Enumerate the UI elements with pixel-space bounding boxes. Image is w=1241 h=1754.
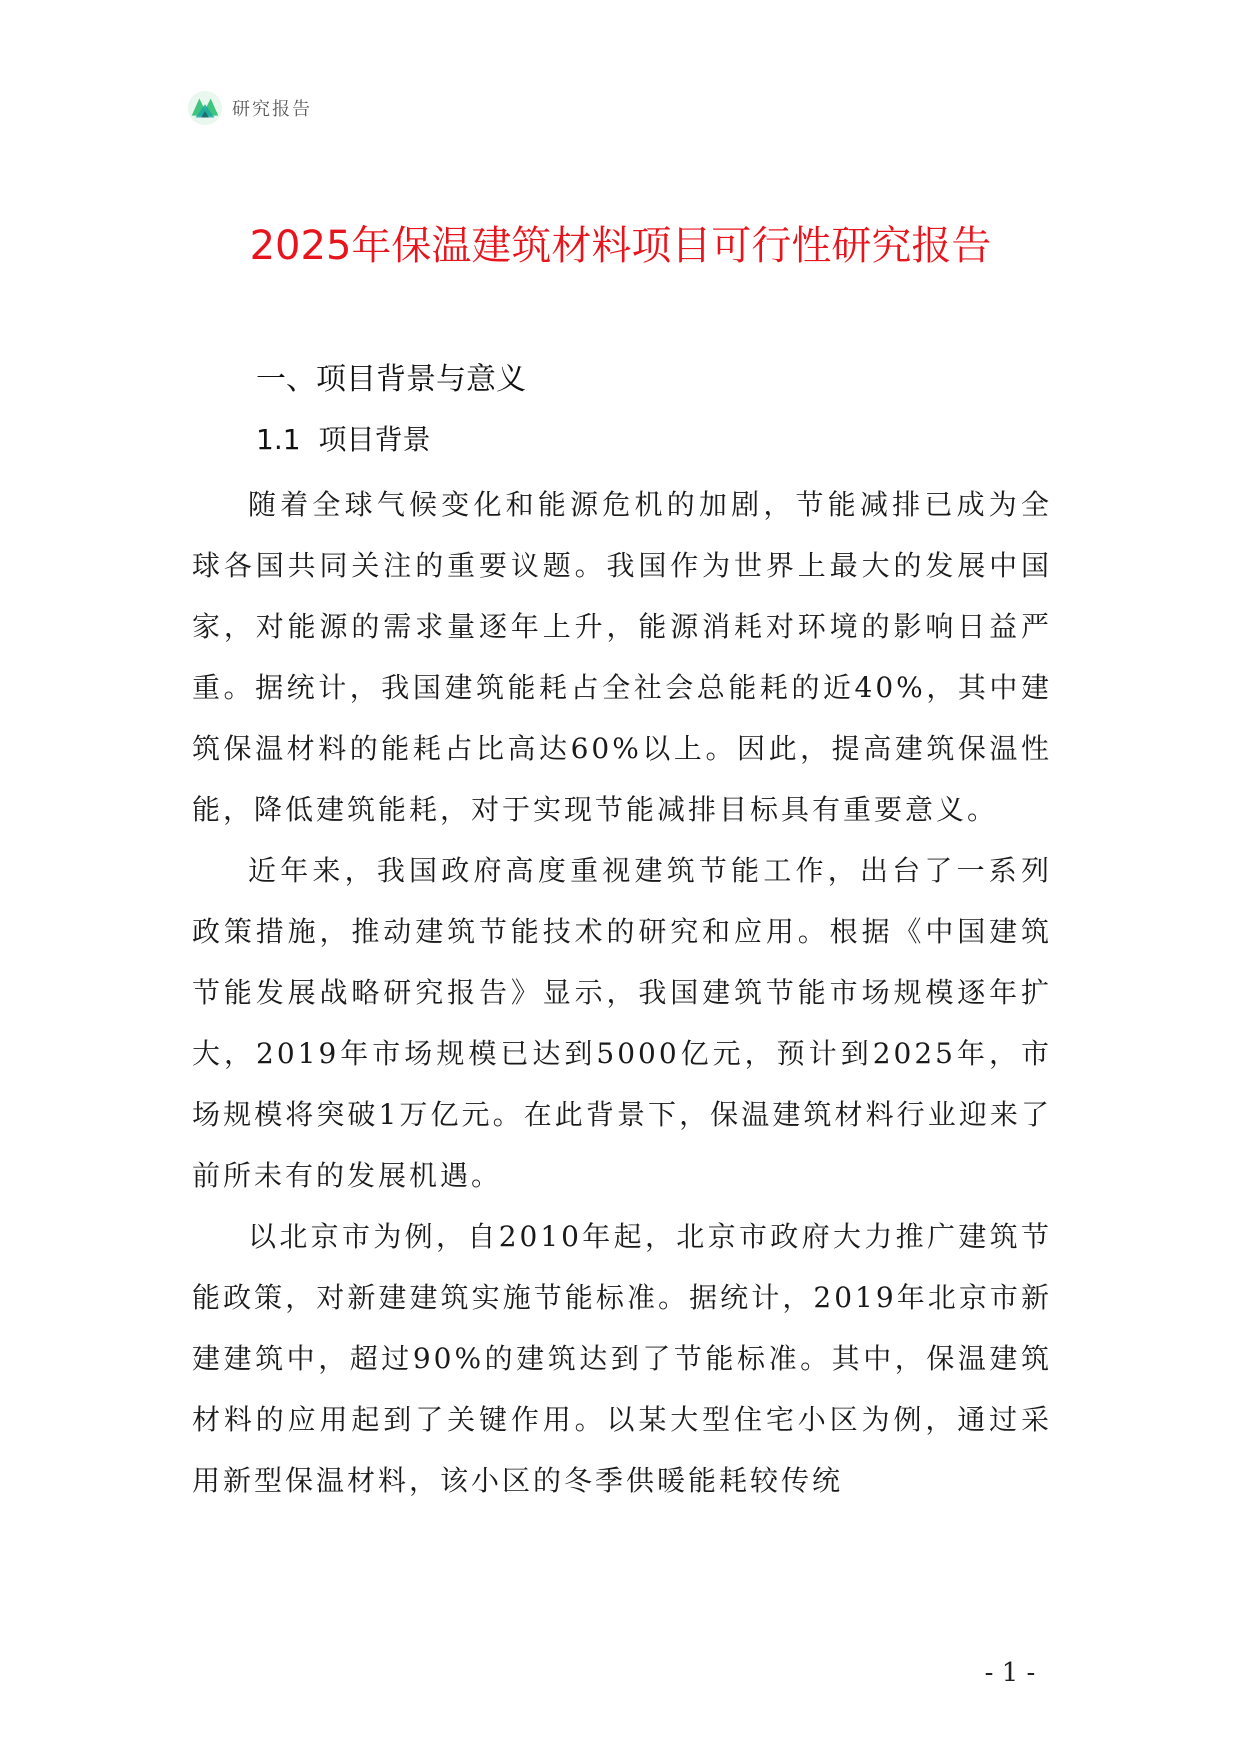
logo-icon	[186, 89, 224, 127]
paragraph: 近年来，我国政府高度重视建筑节能工作，出台了一系列政策措施，推动建筑节能技术的研究和应用。根据《中国建筑节能发展战略研究报告》显示，我国建筑节能市场规模逐年扩大，2019年市场规模已达到5000亿元，预计到2025年，市场规模将突破1万亿元。在此背景下，保温建筑材料行业迎来了前所未有的发展机遇。	[192, 854, 1052, 1192]
subsection-title: 项目背景	[318, 423, 431, 456]
page-number: - 1 -	[984, 1658, 1036, 1688]
subsection-number: 1.1	[256, 423, 301, 456]
section-heading: 一、项目背景与意义	[256, 362, 526, 397]
document-title: 2025年保温建筑材料项目可行性研究报告	[249, 223, 992, 269]
paragraph: 以北京市为例，自2010年起，北京市政府大力推广建筑节能政策，对新建建筑实施节能标准。据统计，2019年北京市新建建筑中，超过90%的建筑达到了节能标准。其中，保温建筑材料的应用起到了关键作用。以某大型住宅小区为例，通过采用新型保温材料，该小区的冬季供暖能耗较传统	[192, 1220, 1052, 1497]
body-text	[192, 474, 1052, 1511]
subsection-heading	[256, 418, 431, 462]
header-label: 研究报告	[232, 99, 312, 120]
page-header	[186, 88, 312, 128]
paragraph: 随着全球气候变化和能源危机的加剧，节能减排已成为全球各国共同关注的重要议题。我国作为世界上最大的发展中国家，对能源的需求量逐年上升，能源消耗对环境的影响日益严重。据统计，我国建筑能耗占全社会总能耗的近40%，其中建筑保温材料的能耗占比高达60%以上。因此，提高建筑保温性能，降低建筑能耗，对于实现节能减排目标具有重要意义。	[192, 488, 1052, 826]
